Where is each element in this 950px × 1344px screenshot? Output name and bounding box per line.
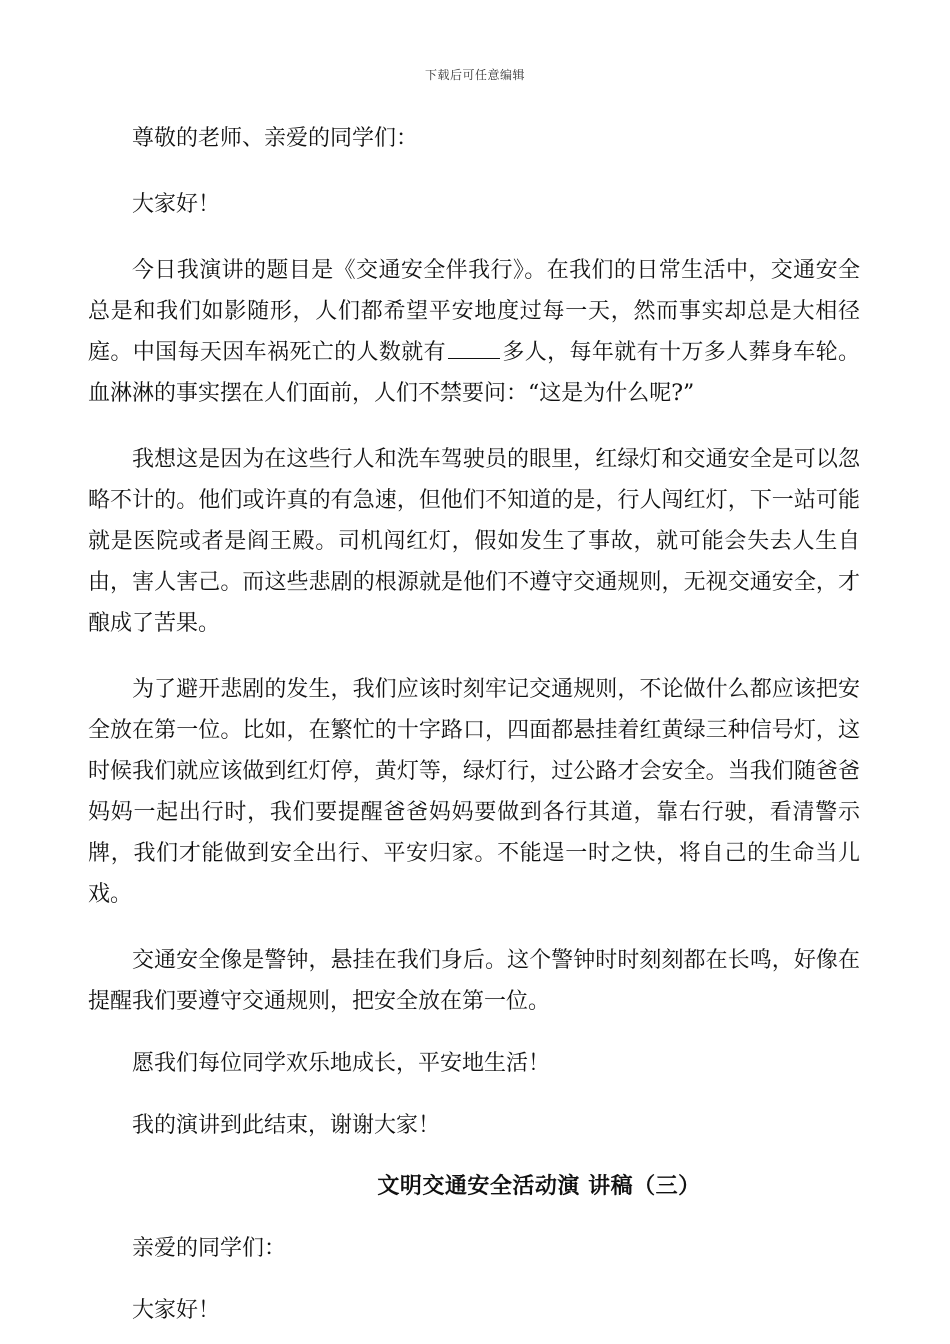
fill-in-blank	[448, 358, 500, 359]
paragraph-6: 我的演讲到此结束，谢谢大家！	[132, 1113, 441, 1138]
paragraph-1-text-a: 今日我演讲的题目是《交通安全伴我行》。在我们的日常生活中，交通安全总是和我们如影随形，人们都希望平安地度过每一天，然而事实却总是大相径庭。中国每天因车祸死亡的人数就有	[88, 258, 860, 365]
paragraph-1-text-b: 多人，每年就有十万多人葬身车轮。血淋淋的事实摆在人们面前，人们不禁要问：“这是为什么呢?”	[88, 340, 860, 406]
hello-line-2: 大家好！	[132, 1298, 221, 1323]
greeting-line-2: 亲爱的同学们：	[132, 1236, 287, 1261]
page-header: 下载后可任意编辑	[424, 68, 525, 82]
paragraph-3: 为了避开悲剧的发生，我们应该时刻牢记交通规则，不论做什么都应该把安全放在第一位。比如，在繁忙的十字路口，四面都悬挂着红黄绿三种信号灯，这时候我们就应该做到红灯停，黄灯等，绿灯行，过公路才会安全。当我们随爸爸妈妈一起出行时，我们要提醒爸爸妈妈要做到各行其道，靠右行驶，看清警示牌，我们才能做到安全出行、平安归家。不能逞一时之快，将自己的生命当儿戏。	[88, 677, 860, 907]
paragraph-2: 我想这是因为在这些行人和洗车驾驶员的眼里，红绿灯和交通安全是可以忽略不计的。他们或许真的有急速，但他们不知道的是，行人闯红灯，下一站可能就是医院或者是阎王殿。司机闯红灯，假如发生了事故，就可能会失去人生自由，害人害己。而这些悲剧的根源就是他们不遵守交通规则，无视交通安全，才酿成了苦果。	[88, 447, 860, 636]
hello-line: 大家好！	[132, 192, 221, 217]
document-body	[88, 118, 860, 1331]
paragraph-5: 愿我们每位同学欢乐地成长，平安地生活！	[132, 1051, 551, 1076]
paragraph-4: 交通安全像是警钟，悬挂在我们身后。这个警钟时时刻刻都在长鸣，好像在提醒我们要遵守交通规则，把安全放在第一位。	[88, 948, 860, 1014]
section-title: 文明交通安全活动演 讲稿（三）	[377, 1173, 701, 1199]
paragraph-1	[88, 250, 860, 414]
greeting-line: 尊敬的老师、亲爱的同学们：	[132, 126, 419, 151]
